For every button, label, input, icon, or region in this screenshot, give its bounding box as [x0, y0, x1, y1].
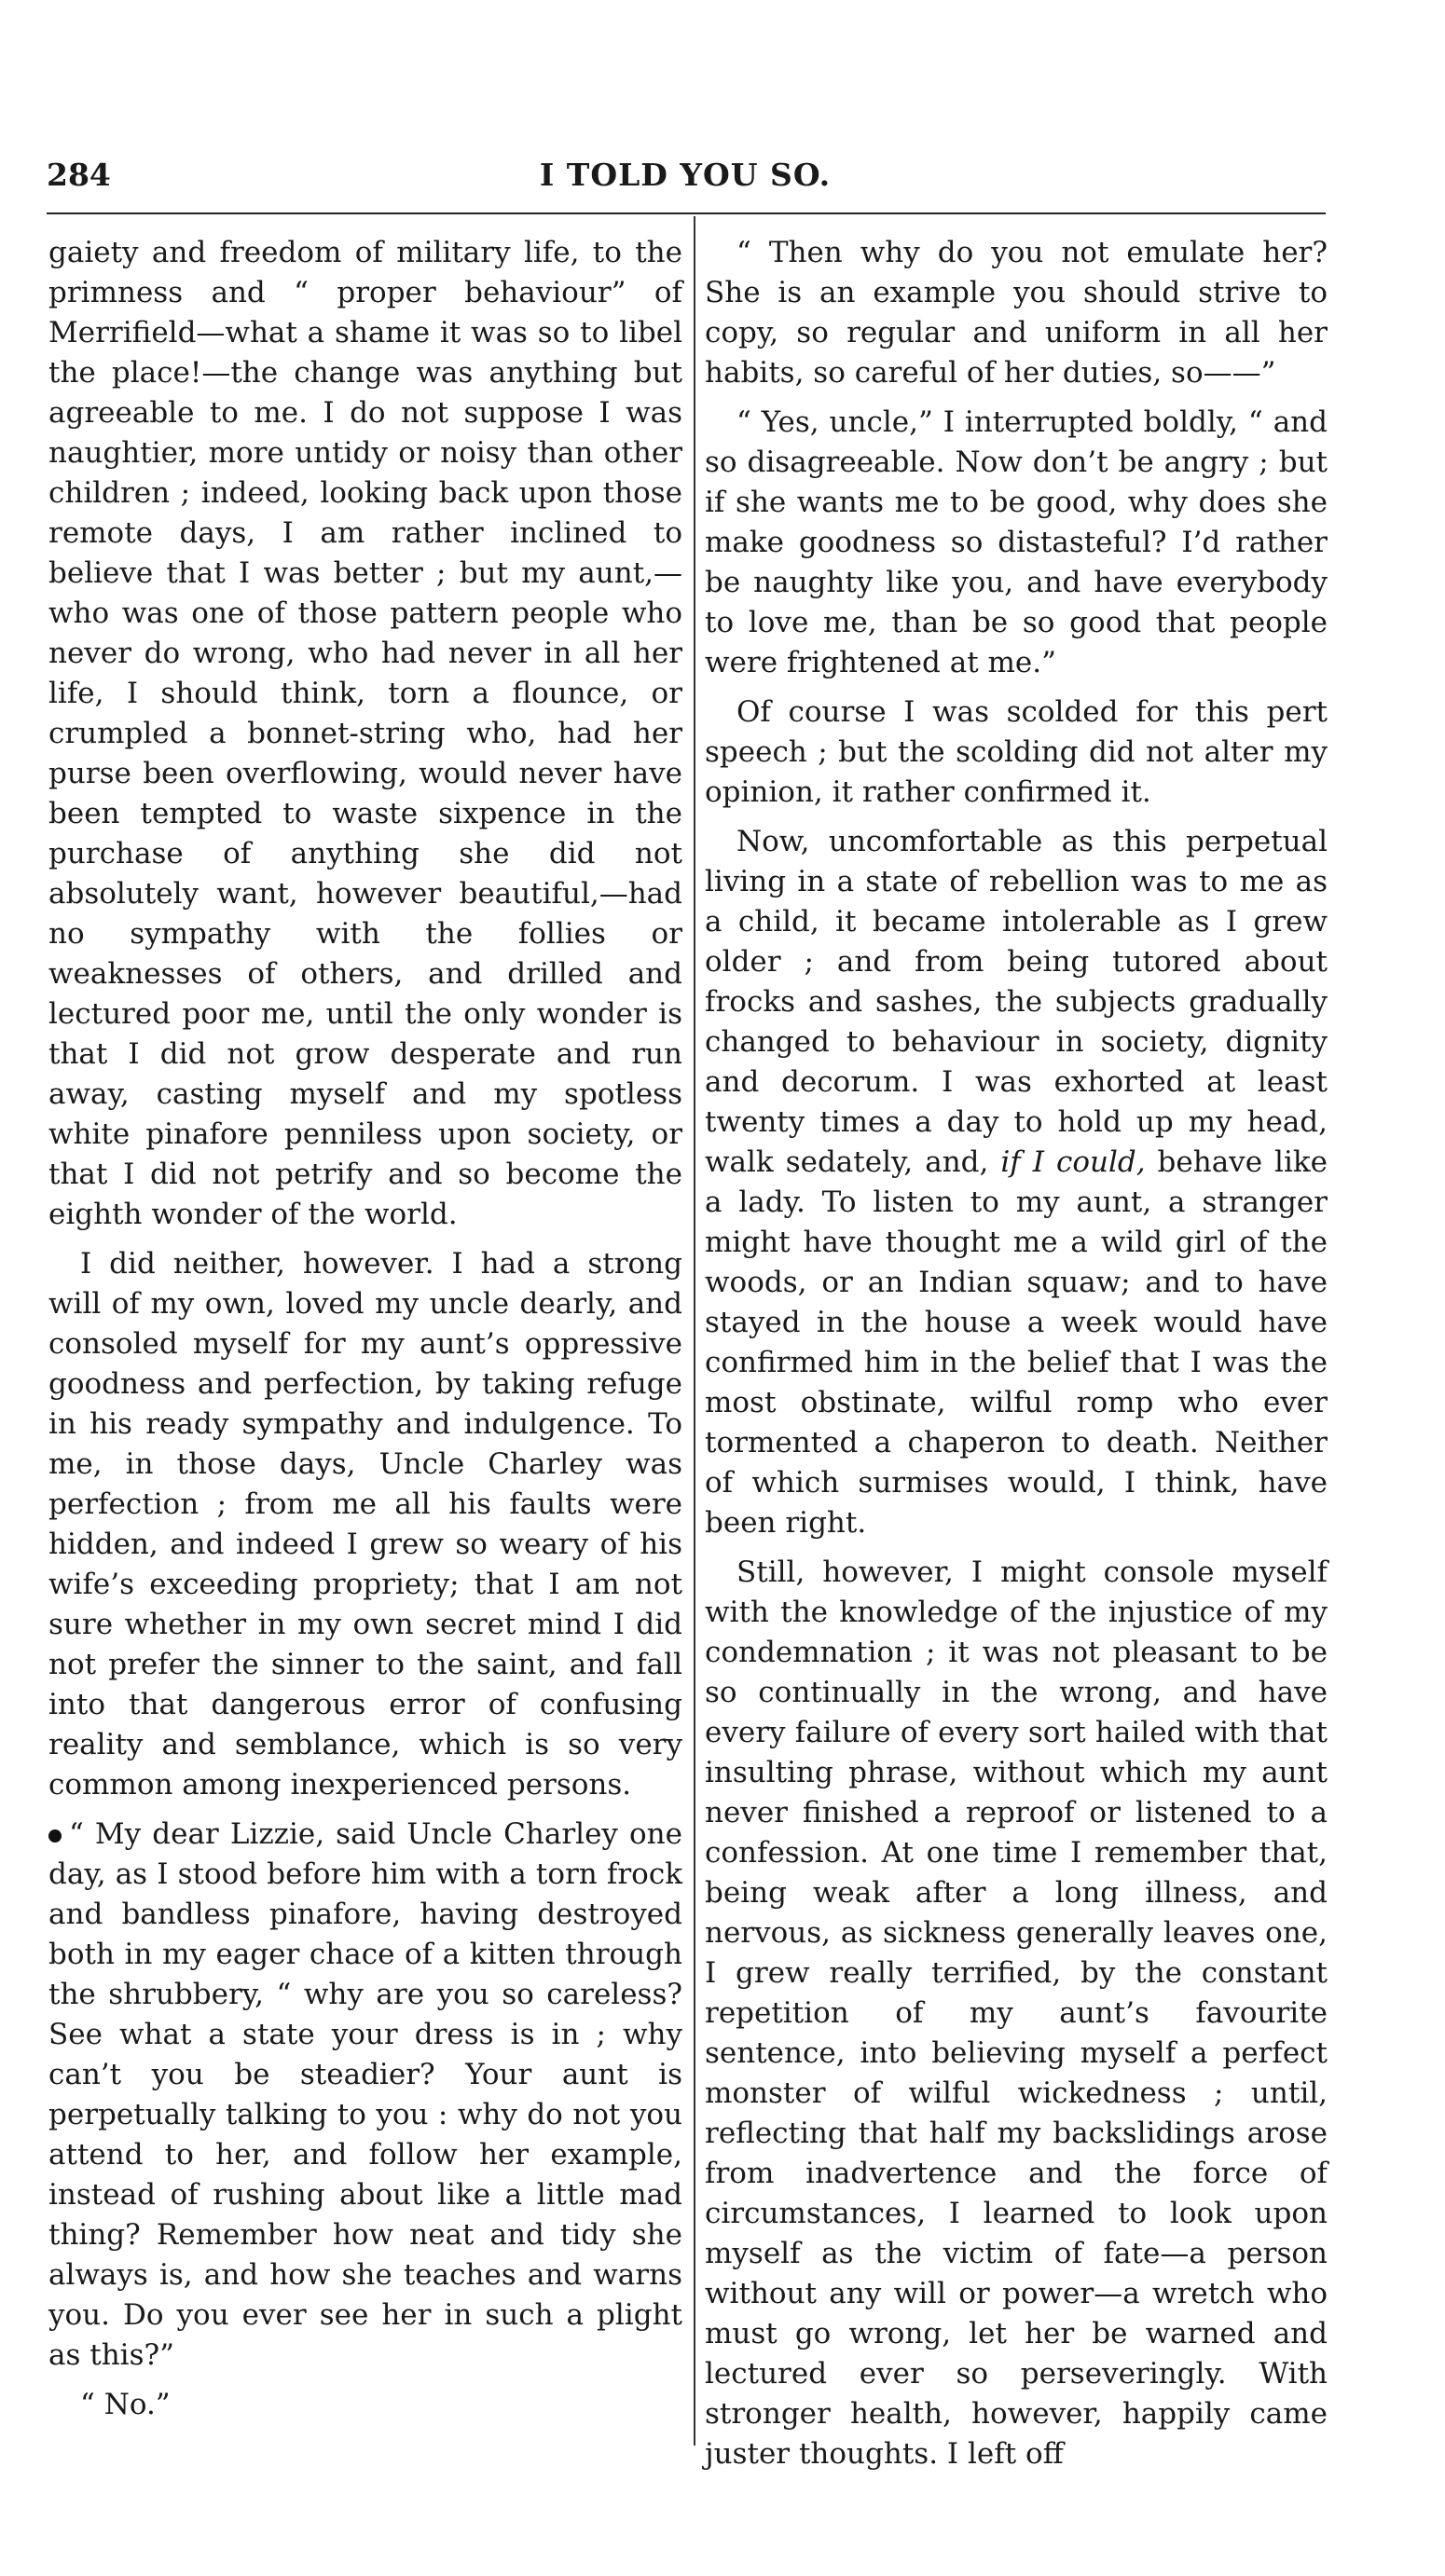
ink-blot-mark	[48, 1829, 62, 1843]
paragraph: Of course I was scolded for this pert speech ; but the scolding did not alter my opinion, it rather confirmed it.	[705, 695, 1328, 809]
page-header	[47, 157, 1324, 201]
page-number: 284	[47, 157, 111, 193]
paragraph: “ Then why do you not emulate her? She is an example you should strive to copy, so regular and uniform in all her habits, so careful of her duties, so——”	[705, 236, 1328, 390]
left-column	[48, 233, 682, 2434]
header-rule	[47, 212, 1326, 214]
paragraph	[705, 822, 1328, 1543]
paragraph: “ Yes, uncle,” I interrupted boldly, “ and so disagreeable. Now don’t be angry ; but if she wants me to be good, why does she make goodness so distasteful? I’d rather be naughty like you, and have everybody to love me, than be so good that people were frightened at me.”	[705, 405, 1328, 679]
column-divider	[694, 216, 695, 2446]
paragraph-with-marker	[48, 1815, 682, 2376]
paragraph: I did neither, however. I had a strong will of my own, loved my uncle dearly, and consoled myself for my aunt’s oppressive goodness and perfection, by taking refuge in his ready sympathy and indulgence. To me, in those days, Uncle Charley was perfection ; from me all his faults were hidden, and indeed I grew so weary of his wife’s exceeding propriety; that I am not sure whether in my own secret mind I did not prefer the sinner to the saint, and fall into that dangerous error of confusing reality and semblance, which is so very common among inexperienced persons.	[48, 1247, 682, 1802]
italic-phrase: if I could,	[1000, 1145, 1146, 1179]
paragraph-text: behave like a lady. To listen to my aunt, a stranger might have thought me a wild girl of the woods, or an Indian squaw; and to have stayed in the house a week would have confirmed him in the belief that I was the most obstinate, wilful romp who ever tormented a chaperon to death. Neither of which surmises would, I think, have been right.	[705, 1145, 1328, 1540]
running-title: I TOLD YOU SO.	[539, 157, 832, 193]
paragraph: “ No.”	[80, 2388, 171, 2421]
paragraph-text: Now, uncomfortable as this perpetual living in a state of rebellion was to me as a child, it became intolerable as I grew older ; and from being tutored about frocks and sashes, the subjects gradually changed to behaviour in society, dignity and decorum. I was exhorted at least twenty times a day to hold up my head, walk sedately, and,	[705, 825, 1328, 1179]
paragraph: Still, however, I might console myself with the knowledge of the injustice of my condemnation ; it was not pleasant to be so continually in the wrong, and have every failure of every sort hailed with that insulting phrase, without which my aunt never finished a reproof or listened to a confession. At one time I remember that, being weak after a long illness, and nervous, as sickness generally leaves one, I grew really terrified, by the constant repetition of my aunt’s favourite sentence, into believing myself a perfect monster of wilful wickedness ; until, reflecting that half my backslidings arose from inadvertence and the force of circumstances, I learned to look upon myself as the victim of fate—a person without any will or power—a wretch who must go wrong, let her be warned and lectured ever so perseveringly. With stronger health, however, happily came juster thoughts. I left off	[705, 1555, 1328, 2471]
paragraph: gaiety and freedom of military life, to the primness and “ proper behaviour” of Merrifield—what a shame it was so to libel the place!—the change was anything but agreeable to me. I do not suppose I was naughtier, more untidy or noisy than other children ; indeed, looking back upon those remote days, I am rather inclined to believe that I was better ; but my aunt,—who was one of those pattern people who never do wrong, who had never in all her life, I should think, torn a flounce, or crumpled a bonnet-string who, had her purse been overflowing, would never have been tempted to waste sixpence in the purchase of anything she did not absolutely want, however beautiful,—had no sympathy with the follies or weaknesses of others, and drilled and lectured poor me, until the only wonder is that I did not grow desperate and run away, casting myself and my spotless white pinafore penniless upon society, or that I did not petrify and so become the eighth wonder of the world.	[48, 236, 682, 1231]
paragraph-text: “ My dear Lizzie, said Uncle Charley one day, as I stood before him with a torn frock and bandless pinafore, having destroyed both in my eager chace of a kitten through the shrubbery, “ why are you so careless? See what a state your dress is in ; why can’t you be steadier? Your aunt is perpetually talking to you : why do not you attend to her, and follow her example, instead of rushing about like a little mad thing? Remember how neat and tidy she always is, and how she teaches and warns you. Do you ever see her in such a plight as this?”	[48, 1817, 682, 2372]
right-column	[705, 233, 1328, 2484]
